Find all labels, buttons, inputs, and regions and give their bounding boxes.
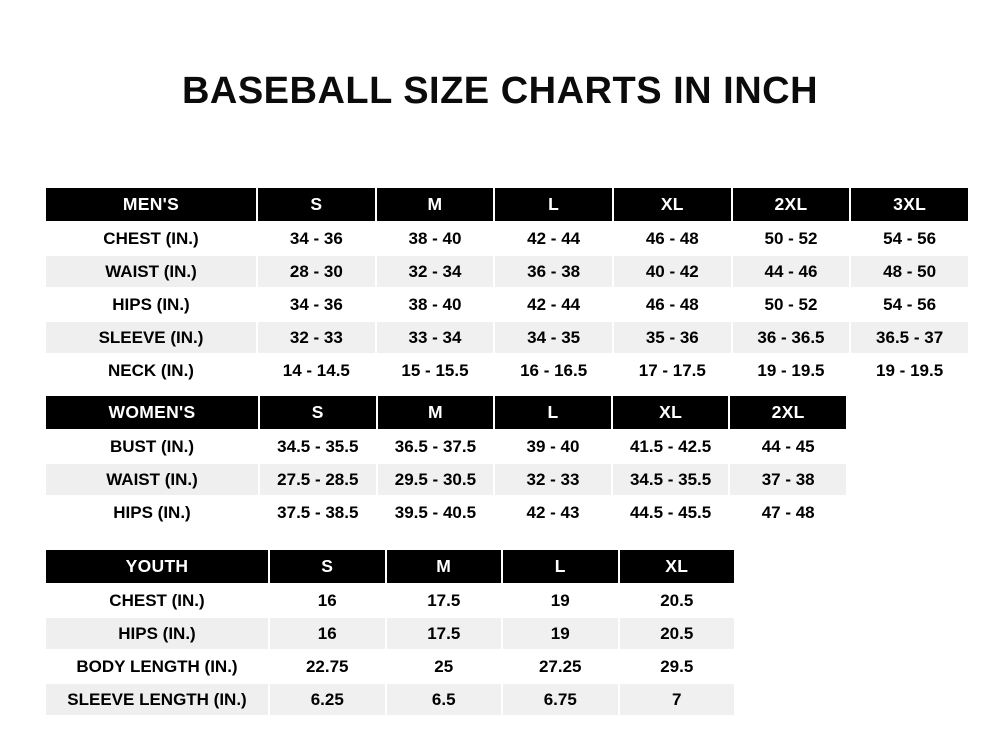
measurement-cell: 33 - 34: [376, 321, 495, 354]
table-row: [45, 255, 969, 288]
measurement-cell: 20.5: [619, 617, 736, 650]
measurement-cell: 42 - 44: [494, 222, 613, 255]
column-header-m: M: [376, 187, 495, 222]
measurement-cell: 32 - 33: [494, 463, 612, 496]
youth-header-category: YOUTH: [45, 549, 269, 584]
measurement-cell: 38 - 40: [376, 222, 495, 255]
row-label: HIPS (IN.): [45, 617, 269, 650]
column-header-3xl: 3XL: [850, 187, 969, 222]
measurement-cell: 19 - 19.5: [732, 354, 851, 387]
column-header-xl: XL: [613, 187, 732, 222]
measurement-cell: 22.75: [269, 650, 386, 683]
column-header-2xl: 2XL: [732, 187, 851, 222]
column-header-xl: XL: [612, 395, 730, 430]
column-header-l: L: [494, 395, 612, 430]
page-title: BASEBALL SIZE CHARTS IN INCH: [181, 70, 819, 112]
measurement-cell: 37.5 - 38.5: [259, 496, 377, 529]
measurement-cell: 16 - 16.5: [494, 354, 613, 387]
womens-size-chart: [44, 394, 848, 530]
measurement-cell: 29.5: [619, 650, 736, 683]
measurement-cell: 19 - 19.5: [850, 354, 969, 387]
mens-chart-header: [45, 187, 969, 222]
column-header-m: M: [377, 395, 495, 430]
measurement-cell: 44.5 - 45.5: [612, 496, 730, 529]
table-row: [45, 430, 847, 463]
measurement-cell: 48 - 50: [850, 255, 969, 288]
measurement-cell: 32 - 33: [257, 321, 376, 354]
youth-chart-body: [45, 584, 735, 716]
measurement-cell: 46 - 48: [613, 222, 732, 255]
womens-chart-body: [45, 430, 847, 529]
row-label: SLEEVE (IN.): [45, 321, 257, 354]
table-row: [45, 222, 969, 255]
table-row: [45, 321, 969, 354]
row-label: HIPS (IN.): [45, 496, 259, 529]
measurement-cell: 6.75: [502, 683, 619, 716]
womens-header-category: WOMEN'S: [45, 395, 259, 430]
table-row: [45, 496, 847, 529]
measurement-cell: 34 - 36: [257, 222, 376, 255]
measurement-cell: 39 - 40: [494, 430, 612, 463]
mens-size-chart: [44, 186, 970, 388]
measurement-cell: 42 - 44: [494, 288, 613, 321]
measurement-cell: 19: [502, 584, 619, 617]
mens-header-category: MEN'S: [45, 187, 257, 222]
measurement-cell: 17 - 17.5: [613, 354, 732, 387]
table-row: [45, 683, 735, 716]
measurement-cell: 32 - 34: [376, 255, 495, 288]
table-row: [45, 584, 735, 617]
row-label: CHEST (IN.): [45, 222, 257, 255]
table-row: [45, 650, 735, 683]
measurement-cell: 17.5: [386, 584, 503, 617]
measurement-cell: 34 - 35: [494, 321, 613, 354]
measurement-cell: 50 - 52: [732, 288, 851, 321]
youth-chart-header: [45, 549, 735, 584]
column-header-s: S: [259, 395, 377, 430]
measurement-cell: 34.5 - 35.5: [259, 430, 377, 463]
measurement-cell: 27.5 - 28.5: [259, 463, 377, 496]
table-row: [45, 617, 735, 650]
measurement-cell: 19: [502, 617, 619, 650]
row-label: SLEEVE LENGTH (IN.): [45, 683, 269, 716]
measurement-cell: 7: [619, 683, 736, 716]
table-header-row: [45, 549, 735, 584]
table-header-row: [45, 187, 969, 222]
measurement-cell: 47 - 48: [729, 496, 847, 529]
measurement-cell: 38 - 40: [376, 288, 495, 321]
row-label: HIPS (IN.): [45, 288, 257, 321]
youth-size-chart: [44, 548, 736, 717]
column-header-m: M: [386, 549, 503, 584]
measurement-cell: 36 - 36.5: [732, 321, 851, 354]
row-label: CHEST (IN.): [45, 584, 269, 617]
measurement-cell: 36 - 38: [494, 255, 613, 288]
mens-chart-body: [45, 222, 969, 387]
measurement-cell: 20.5: [619, 584, 736, 617]
row-label: WAIST (IN.): [45, 463, 259, 496]
column-header-l: L: [494, 187, 613, 222]
row-label: WAIST (IN.): [45, 255, 257, 288]
column-header-s: S: [269, 549, 386, 584]
column-header-s: S: [257, 187, 376, 222]
measurement-cell: 17.5: [386, 617, 503, 650]
measurement-cell: 16: [269, 584, 386, 617]
measurement-cell: 36.5 - 37.5: [377, 430, 495, 463]
measurement-cell: 42 - 43: [494, 496, 612, 529]
table-row: [45, 288, 969, 321]
row-label: NECK (IN.): [45, 354, 257, 387]
measurement-cell: 15 - 15.5: [376, 354, 495, 387]
table-header-row: [45, 395, 847, 430]
measurement-cell: 36.5 - 37: [850, 321, 969, 354]
column-header-xl: XL: [619, 549, 736, 584]
measurement-cell: 41.5 - 42.5: [612, 430, 730, 463]
measurement-cell: 39.5 - 40.5: [377, 496, 495, 529]
measurement-cell: 14 - 14.5: [257, 354, 376, 387]
measurement-cell: 50 - 52: [732, 222, 851, 255]
measurement-cell: 25: [386, 650, 503, 683]
measurement-cell: 35 - 36: [613, 321, 732, 354]
row-label: BUST (IN.): [45, 430, 259, 463]
column-header-2xl: 2XL: [729, 395, 847, 430]
measurement-cell: 6.25: [269, 683, 386, 716]
measurement-cell: 34.5 - 35.5: [612, 463, 730, 496]
measurement-cell: 16: [269, 617, 386, 650]
column-header-l: L: [502, 549, 619, 584]
measurement-cell: 54 - 56: [850, 222, 969, 255]
measurement-cell: 46 - 48: [613, 288, 732, 321]
measurement-cell: 37 - 38: [729, 463, 847, 496]
measurement-cell: 40 - 42: [613, 255, 732, 288]
measurement-cell: 54 - 56: [850, 288, 969, 321]
row-label: BODY LENGTH (IN.): [45, 650, 269, 683]
measurement-cell: 44 - 45: [729, 430, 847, 463]
womens-chart-header: [45, 395, 847, 430]
table-row: [45, 354, 969, 387]
measurement-cell: 27.25: [502, 650, 619, 683]
measurement-cell: 34 - 36: [257, 288, 376, 321]
measurement-cell: 6.5: [386, 683, 503, 716]
table-row: [45, 463, 847, 496]
measurement-cell: 29.5 - 30.5: [377, 463, 495, 496]
measurement-cell: 28 - 30: [257, 255, 376, 288]
measurement-cell: 44 - 46: [732, 255, 851, 288]
